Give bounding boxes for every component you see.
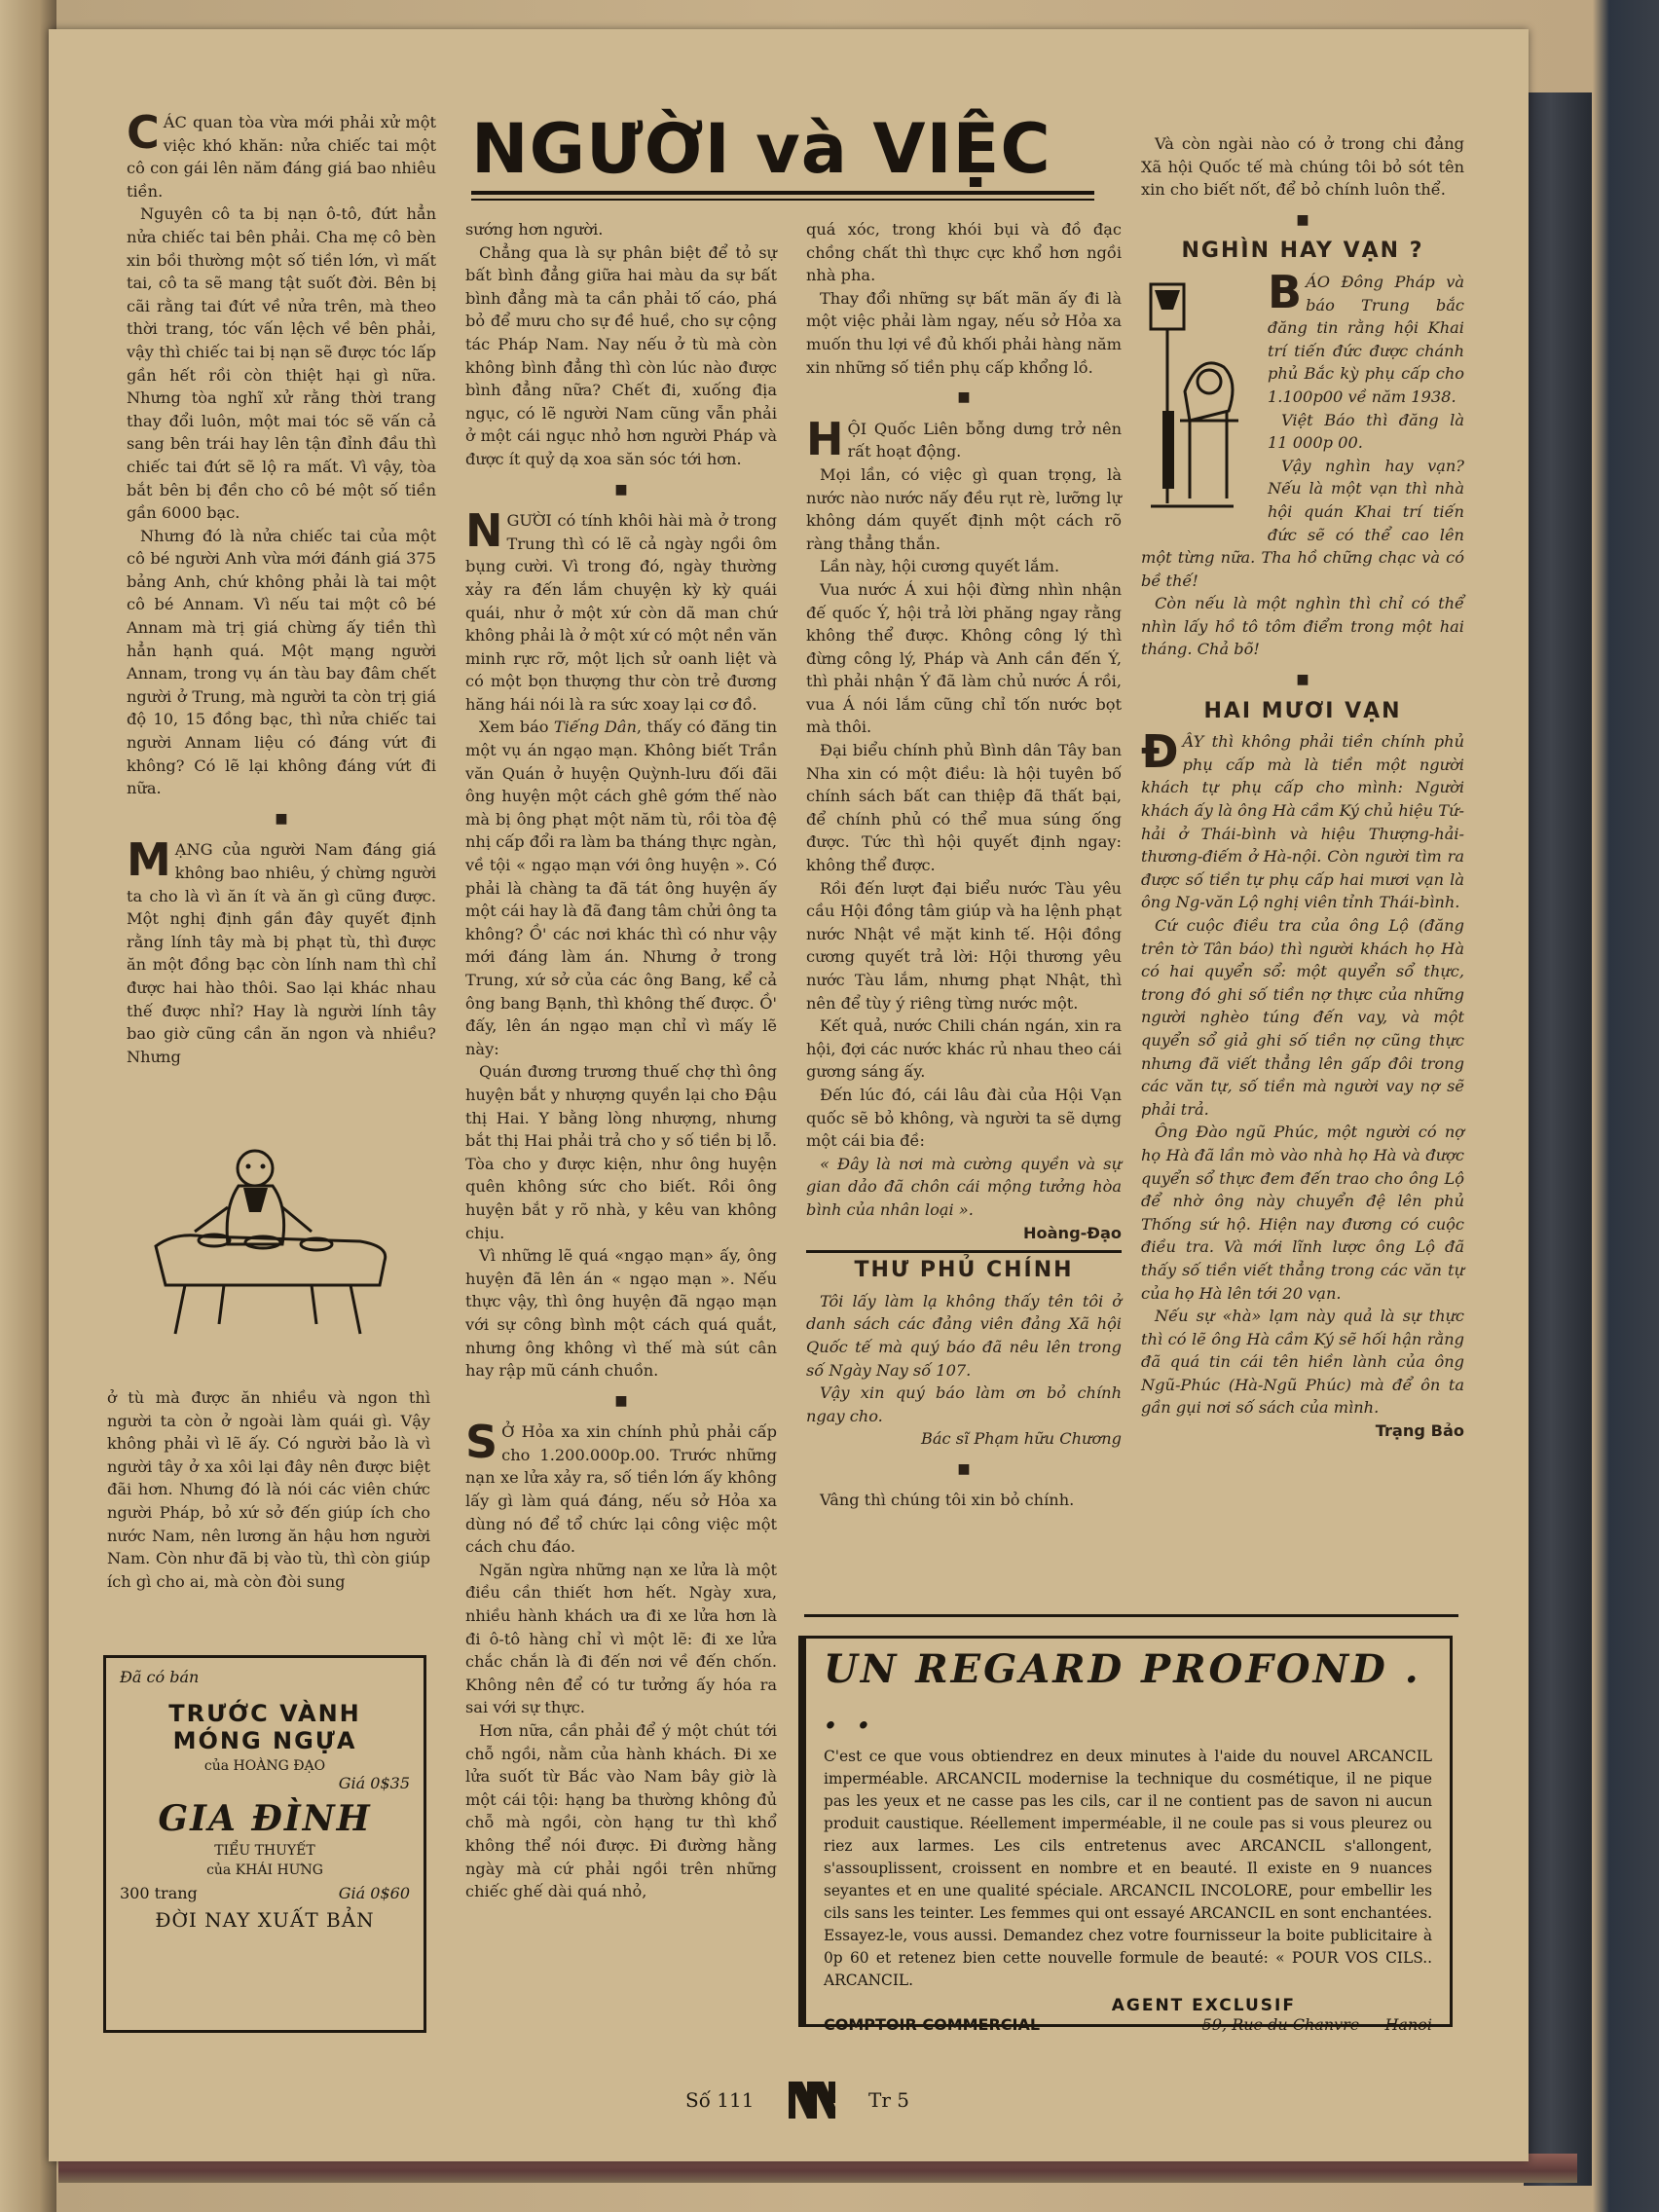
article-mang-nguoi-nam	[127, 833, 436, 1068]
paragraph: Nếu sự «hà» lạm này quả là sự thực thì có lẽ ông Hà cầm Ký sẽ hối hận rằng đã quá tin cái tên hiền lành của ông Ngũ-Phúc (Hà-Ngũ Phúc) mà để ôn ta gần gụi nơi số sách của mình.	[1141, 1307, 1464, 1418]
book2-title: GIA ĐÌNH	[158, 1798, 372, 1839]
article-hoi-quoc-lien	[806, 412, 1122, 465]
book1-price: Giá 0$35	[338, 1774, 410, 1792]
article-nguoi-co-tinh-khoi-hai	[465, 504, 777, 716]
column-1-top	[127, 106, 436, 1068]
book2-author: của KHÁI HƯNG	[206, 1862, 323, 1878]
book2-genre: TIỂU THUYẾT	[214, 1843, 315, 1859]
paragraph: Ở Hỏa xa xin chính phủ phải cấp cho 1.200.000p.00. Trước những nạn xe lửa xảy ra, số tiền lớn ấy không lấy gì làm quá đáng, nếu sở Hỏa xa dùng nó để tổ chức lại công việc một cách chu đáo.	[465, 1422, 777, 1557]
separator-square: ■	[614, 481, 628, 498]
column-1-bottom	[107, 1386, 430, 1593]
separator-square: ■	[275, 810, 288, 827]
ad-agent-label: AGENT EXCLUSIF	[1111, 1996, 1296, 2015]
drop-cap: H	[806, 412, 844, 465]
ad-body: C'est ce que vous obtiendrez en deux minutes à l'aide du nouvel ARCANCIL imperméable. ARCANCIL modernise la technique du cosmétique, il ne pique pas les yeux et ne casse pas les cils, car il ne contient pas de savon ni aucun produit caustique. Réellement imperméable, il ne coule pas si vous pleurez ou riez aux larmes. Les cils entretenus avec ARCANCIL s'allongent, s'assouplissent, croissent en nombre et en beauté. Il existe en 9 nuances seyantes et en une qualité spéciale. ARCANCIL INCOLORE, pour embellir les cils sans les teinter. Les femmes qui ont essayé ARCANCIL en sont enchantées. Essayez-le, vous aussi. Demandez chez votre fournisseur la boite publicitaire à 0p 60 et retenez bien cette nouvelle formule de beauté: « POUR VOS CILS.. ARCANCIL.	[824, 1748, 1432, 1989]
drop-cap: N	[465, 504, 503, 558]
paragraph: Việt Báo thì đăng là 11 000p 00.	[1268, 410, 1464, 453]
paragraph: ẠNG của người Nam đáng giá không bao nhiêu, ý chừng người ta cho là vì ăn ít và ăn gì cũng được. Một nghị định gần đây quyết định rằng lính tây mà bị phạt tù, thì được ăn một đồng bạc còn lính nam thì chỉ được hai hào thôi. Sao lại khác nhau thế được nhỉ? Hay là người lính tây bao giờ cũng cần ăn ngon và nhiều? Nhưng	[127, 840, 436, 1066]
paragraph: Thay đổi những sự bất mãn ấy đi là một việc phải làm ngay, nếu sở Hỏa xa muốn thu lợi về đủ khối phải hàng năm xin những số tiền phụ cấp khổng lồ.	[806, 288, 1122, 377]
paragraph: Tôi lấy làm lạ không thấy tên tôi ở danh sách các đảng viên đảng Xã hội Quốc tế mà quý báo đã nêu lên trong số Ngày Nay số 107.	[806, 1291, 1122, 1380]
paragraph-text: ÁO Đông Pháp và báo Trung bắc đăng tin rằng hội Khai trí tiến đức được chánh phủ Bắc kỳ phụ cấp cho 1.100p00 về năm 1938.	[1268, 272, 1464, 406]
article-hai-muoi-van	[1141, 725, 1464, 1419]
ad-address: 59, Rue du Chanvre — Hanoi	[1201, 2015, 1432, 2034]
paragraph	[465, 716, 777, 1060]
column-4	[1141, 132, 1464, 1443]
book2-pages: 300 trang	[120, 1884, 198, 1902]
paragraph-text: ÂY thì không phải tiền chính phủ phụ cấp mà là tiền một người khách tự phụ cấp cho mình: Người khách ấy là ông Hà cầm Ký chủ hiệu Tứ-hải ở Thái-bình và hiệu Thượng-hải-thương-điếm ở Hà-nội. Còn người tìm ra được số tiền tự phụ cấp hai mươi vạn là ông Ng-văn Lộ nghị viên tỉnh Thái-bình.	[1141, 732, 1464, 912]
separator-square: ■	[1296, 211, 1309, 228]
drop-cap: C	[127, 106, 160, 159]
ad-footer	[824, 2015, 1432, 2034]
ad-headline: UN REGARD PROFOND . . .	[824, 1646, 1421, 1738]
paragraph: Vậy xin quý báo làm ơn bỏ chính ngay cho.	[806, 1383, 1122, 1425]
paragraph: Chẳng qua là sự phân biệt để tỏ sự bất bình đẳng giữa hai màu da sự bất bình đẳng mà ta cần phải tố cáo, phá bỏ để mưu cho sự đề huề, cho sự cộng tác Pháp Nam. Nay nếu ở tù mà còn không bình đẳng thì còn lúc nào được bình đẳng nữa? Chết đi, xuống địa ngục, có lẽ người Nam cũng vẫn phải ở một cái ngục nhỏ hơn người Pháp và được ít quỷ dạ xoa săn sóc tới hơn.	[465, 242, 777, 468]
book2-price: Giá 0$60	[338, 1884, 410, 1902]
ad-company: COMPTOIR COMMERCIAL	[824, 2015, 1041, 2034]
paragraph: Cứ cuộc điều tra của ông Lộ (đăng trên tờ Tân báo) thì người khách họ Hà có hai quyển sổ: một quyển sổ thực, trong đó ghi số tiền nợ thực của những người nghèo túng đến vay, và một quyển sổ giả ghi số tiền nợ cũng thực nhưng đã viết thẳng lên gấp đôi trong các văn tự, số tiền mà người vay nợ sẽ phải trả.	[1141, 916, 1464, 1119]
heading-nghin-hay-van: NGHÌN HAY VẠN ?	[1181, 239, 1424, 264]
paragraph: GƯỜI có tính khôi hài mà ở trong Trung thì có lẽ cả ngày ngồi ôm bụng cười. Vì trong đó, ngày thường xảy ra đến lắm chuyện kỳ kỳ quái quái, như ở một xứ còn dã man chứ không phải là ở một xứ có một nền văn minh rực rỡ, một lịch sử oanh liệt và có một bọn thượng thư còn trẻ đương hăng hái nói là ra sức xoay lại cơ đồ.	[465, 511, 777, 714]
book-cover-edge	[1524, 92, 1592, 2186]
drop-cap: M	[127, 833, 171, 887]
paragraph: sướng hơn người.	[465, 220, 604, 239]
paragraph: Nguyên cô ta bị nạn ô-tô, đứt hẳn nửa chiếc tai bên phải. Cha mẹ cô bèn xin bồi thường một số tiền lớn, vì mất tai, cô ta sẽ mang tật suốt đời. Bên bị cãi rằng tai đứt về nửa trên, mà theo thời trang, tóc vấn lệch về bên phải, vậy thì chiếc tai bị nạn sẽ được tóc lấp gần hết rồi còn thiệt hại gì nữa. Nhưng tòa nghĩ xử rằng thời trang thay đổi luôn, một mai tóc sẽ vấn cả sang bên trái hay lên tận đỉnh đầu thì chiếc tai đứt sẽ lộ ra mất. Vì vậy, tòa bắt bên bị đền cho cô bé một số tiền gần 6000 bạc.	[127, 204, 436, 523]
paragraph: Vậy nghìn hay vạn? Nếu là một vạn thì nhà hội quán Khai trí tiến đức sẽ có thể cao lên một từng nữa. Tha hồ chững chạc và có bề thế!	[1141, 456, 1464, 590]
paragraph: Quán đương trương thuế chợ thì ông huyện bắt y nhượng quyền lại cho Đậu thị Hai. Y bằng lòng nhượng, nhưng bắt thị Hai phải trả cho y số tiền bị lỗ. Tòa cho y được kiện, như ông huyện quên không sức cho biết. Rồi ông huyện bắt y rõ nhà, y kêu van không chịu.	[465, 1062, 777, 1242]
separator-square: ■	[957, 389, 971, 406]
divider-above-ad	[804, 1614, 1458, 1617]
paragraph: ÁC quan tòa vừa mới phải xử một việc khó khăn: nửa chiếc tai một cô con gái lên năm đáng giá bao nhiêu tiền.	[127, 113, 436, 201]
book-advertisement	[103, 1655, 426, 2033]
ad-available-label: Đã có bán	[120, 1668, 200, 1686]
quote: « Đây là nơi mà cường quyền và sự gian dảo đã chôn cái mộng tưởng hòa bình của nhân loại ».	[806, 1154, 1122, 1219]
paragraph: Còn nếu là một nghìn thì chỉ có thể nhìn lấy hồ tô tôm điểm trong một hai tháng. Chả bõ!	[1141, 594, 1464, 659]
paragraph: Vua nước Á xui hội đừng nhìn nhận đế quốc Ý, hội trả lời phăng ngay rằng không thể được. Không công lý thì đừng công lý, Pháp và Anh cần đến Ý, thì phải nhận Ý đã làm chủ nước Á rồi, vua Á nói lắm cũng chỉ tốn nước bọt mà thôi.	[806, 579, 1122, 737]
article-nghin-hay-van	[1141, 265, 1464, 661]
paragraph: Đến lúc đó, cái lâu đài của Hội Vạn quốc sẽ bỏ không, và người ta sẽ dựng một cái bia đề:	[806, 1085, 1122, 1151]
separator-square: ■	[1296, 672, 1309, 688]
column-2	[465, 218, 777, 1903]
arcancil-advertisement	[798, 1636, 1453, 2034]
paragraph: Ông Đào ngũ Phúc, một người có nợ họ Hà đã lần mò vào nhà họ Hà và được quyển sổ thực đem đến trao cho ông Lộ để nhờ ông này chuyển đệ lên phủ Thống sứ hộ. Hiện nay đương có cuộc điều tra. Và mới lĩnh lược ông Lộ đã thấy số tiền viết thẳng trong các văn tự của họ Hà lên tới 20 vạn.	[1141, 1123, 1464, 1303]
title-rule-thin	[471, 199, 1094, 201]
book1-title-line2: MÓNG NGỰA	[172, 1727, 357, 1754]
heading-thu-phu-chinh: THƯ PHỦ CHÍNH	[854, 1258, 1074, 1283]
paragraph: Đại biểu chính phủ Bình dân Tây ban Nha xin có một điều: là hội tuyên bố chính sách bất can thiệp đã thất bại, để chính phủ có thể mua súng ống được. Tức thì hội quyết định ngay: không thể được.	[806, 741, 1122, 875]
heading-hai-muoi-van: HAI MƯƠI VẠN	[1203, 698, 1402, 723]
book1-author: của HOÀNG ĐẠO	[203, 1758, 326, 1774]
paragraph: ỘI Quốc Liên bỗng dưng trở nên rất hoạt động.	[847, 419, 1122, 461]
book1-title-line1: TRƯỚC VÀNH	[168, 1700, 361, 1727]
chair-drawing-illustration	[1141, 275, 1258, 528]
paragraph: Mọi lần, có việc gì quan trọng, là nước nào nước nấy đều rụt rè, lưỡng lự không dám quyết định một cách rõ ràng thẳng thắn.	[806, 464, 1122, 553]
waiter-table-illustration	[146, 1139, 399, 1344]
newspaper-name: Tiếng Dân	[553, 718, 637, 737]
separator-square: ■	[957, 1460, 971, 1477]
paragraph: Kết quả, nước Chili chán ngán, xin ra hội, đợi các nước khác rủ nhau theo cái gương sáng ấy.	[806, 1016, 1122, 1082]
drop-cap: S	[465, 1416, 498, 1469]
paragraph: Lần này, hội cương quyết lắm.	[820, 557, 1060, 576]
title-rule	[471, 191, 1094, 195]
signature-trang-bao: Trạng Bảo	[1375, 1421, 1464, 1441]
signature-hoang-dao: Hoàng-Đạo	[1022, 1223, 1122, 1242]
book2-info-row	[120, 1884, 410, 1902]
title-text: NGƯỜI và VIỆC	[471, 109, 1051, 189]
article-so-hoa-xa	[465, 1416, 777, 1559]
article-cac-quan-toa	[127, 106, 436, 203]
paragraph: Vì những lẽ quá «ngạo mạn» ấy, ông huyện đã lên án « ngạo mạn ». Nếu thực vậy, thì ông huyện đã ngạo mạn với sự công bình một cách quá quắt, nhưng ông không vì thế mà sút cân hay rập mũ cánh chuồn.	[465, 1246, 777, 1381]
paragraph: quá xóc, trong khói bụi và đồ đạc chồng chất thì thực cực khổ hơn ngồi nhà pha.	[806, 220, 1122, 285]
drop-cap: B	[1268, 265, 1303, 318]
paragraph: ở tù mà được ăn nhiều và ngon thì người ta còn ở ngoài làm quái gì. Vậy không phải vì lẽ ấy. Có người bảo là vì người tây ở xa xôi lại đây nên được biệt đãi hơn. Nhưng đó là nói các viên chức người Pháp, bỏ xứ sở đến giúp ích cho nước Nam, nên lương ăn hậu hơn người Nam. Còn như đã bị vào tù, thì còn giúp ích gì cho ai, mà còn đòi sung	[107, 1388, 430, 1591]
divider	[806, 1250, 1122, 1253]
separator-square: ■	[614, 1392, 628, 1409]
signature-chuong: Bác sĩ Phạm hữu Chương	[920, 1429, 1122, 1449]
text-run: Xem báo	[479, 718, 554, 737]
paragraph: Ngăn ngừa những nạn xe lửa là một điều cần thiết hơn hết. Ngày xưa, nhiều hành khách ưa đi xe lửa hơn là đi ô-tô hàng chỉ vì một lẽ: đi xe lửa chắc chắn là đi đến nơi về đến chốn. Không nên để có tư tưởng ấy hóa ra sai với sự thực.	[465, 1560, 777, 1717]
publisher: ĐỜI NAY XUẤT BẢN	[155, 1908, 375, 1932]
drop-cap: Đ	[1141, 725, 1179, 779]
paragraph: Vâng thì chúng tôi xin bỏ chính.	[820, 1491, 1075, 1510]
page-number: Tr 5	[868, 2088, 909, 2112]
issue-number: Số 111	[685, 2088, 755, 2112]
paragraph	[1141, 725, 1464, 914]
paragraph: Rồi đến lượt đại biểu nước Tàu yêu cầu Hội đồng tâm giúp và ha lệnh phạt nước Nhật về mặt kinh tế. Hội đồng cương quyết trả lời: Hội thương yêu nước Tàu lắm, nhưng phạt Nhật, thì nên để tùy ý riêng từng nước một.	[806, 878, 1122, 1013]
paragraph: Và còn ngài nào có ở trong chi đảng Xã hội Quốc tế mà chúng tôi bỏ sót tên xin cho biết nốt, để bỏ chính luôn thể.	[1141, 134, 1464, 200]
column-3	[806, 218, 1122, 1512]
page-footer	[685, 2078, 909, 2122]
text-run: , thấy có đăng tin một vụ án ngạo mạn. Không biết Trần văn Quán ở huyện Quỳnh-lưu đối đãi ông huyện một cách ghê gớm thế nào mà bị ông phạt một năm tù, rồi tòa đệ nhị cấp đổi ra làm ba tháng thực ngàn, về tội « ngạo mạn với ông huyện ». Có phải là chàng ta đã tát ông huyện ấy một cái hay là đã đang tâm chửi ông ta không? Ồ' các nơi khác thì có như vậy mới đáng làm án. Nhưng ở trong Trung, xứ sở của các ông Bang, kể cả ông bang Bạnh, thì không thế được. Ồ' đấy, lên án ngạo mạn chỉ vì mấy lẽ này:	[465, 718, 777, 1058]
paragraph: Nhưng đó là nửa chiếc tai của một cô bé người Anh vừa mới đánh giá 375 bảng Anh, chứ không phải là tai một cô bé Annam. Vì nếu tai một cô bé Annam mà trị giá chừng ấy tiền thì hẳn hạnh quá. Một mạng người Annam, trong vụ án tàu bay đâm chết người ở Trung, mà người ta còn trị giá độ 10, 15 đồng bạc, thì nửa chiếc tai người Annam liệu có đáng vứt đi không? Có lẽ lại không đáng vứt đi nữa.	[127, 526, 436, 798]
ngay-nay-logo-icon	[785, 2078, 837, 2122]
page-title	[471, 109, 1104, 216]
paragraph: Hơn nữa, cần phải để ý một chút tới chỗ ngồi, nằm của hành khách. Đi xe lửa suốt từ Bắc vào Nam bây giờ là một cái tội: hạng ba thường không đủ chỗ mà ngồi, còn hạng tư thì khổ không thể nói được. Đi đường hằng ngày mà cứ phải ngồi trên những chiếc ghế dài quá nhỏ,	[465, 1721, 777, 1901]
